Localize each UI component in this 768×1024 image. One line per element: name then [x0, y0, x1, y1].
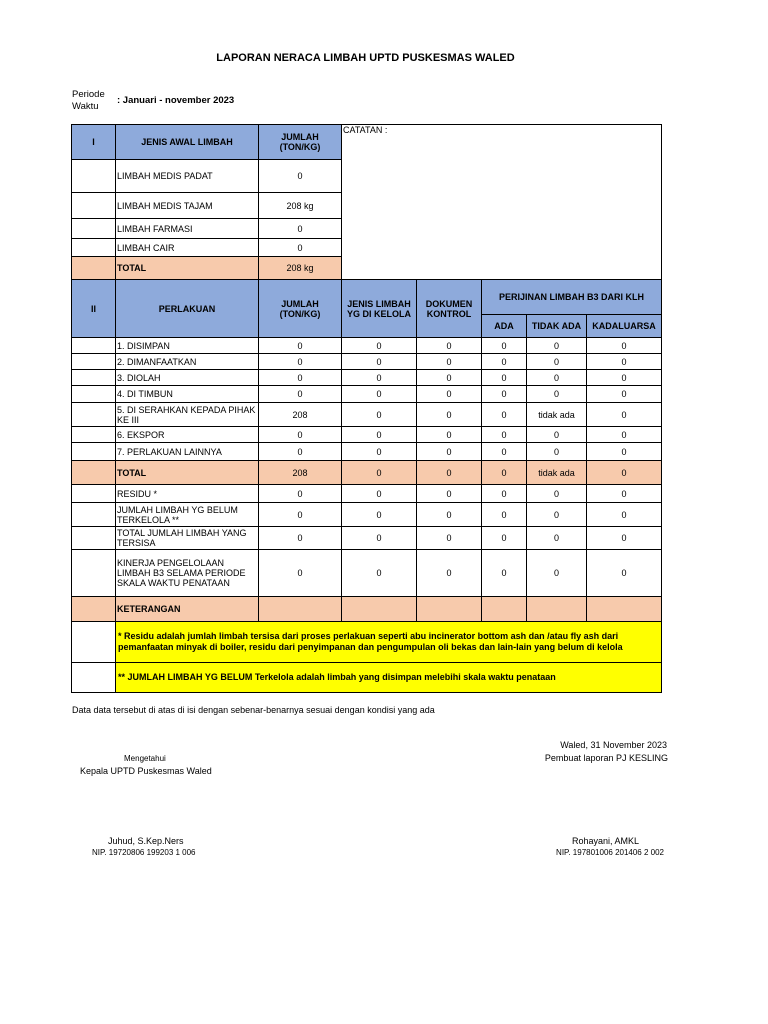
table-row [72, 338, 662, 354]
total-tidak-ada: tidak ada [527, 461, 587, 485]
section1-row-value: 208 kg [259, 193, 342, 219]
cell-kadaluarsa: 0 [587, 386, 662, 403]
table-row [72, 370, 662, 386]
total-ada: 0 [482, 461, 527, 485]
row-label: TOTAL JUMLAH LIMBAH YANG TERSISA [116, 527, 259, 550]
cell-jenis: 0 [342, 354, 417, 370]
cell-ada: 0 [482, 527, 527, 550]
cell-jumlah: 0 [259, 443, 342, 461]
cell-jenis: 0 [342, 503, 417, 527]
row-label: 3. DIOLAH [116, 370, 259, 386]
section2-col-tidak-ada: TIDAK ADA [527, 315, 587, 338]
row-label: RESIDU * [116, 485, 259, 503]
periode-label: Periode Waktu [72, 89, 105, 112]
cell-jenis: 0 [342, 550, 417, 597]
periode-value: : Januari - november 2023 [117, 95, 235, 106]
section1-row-label: LIMBAH MEDIS PADAT [116, 160, 259, 193]
row-label: 5. DI SERAHKAN KEPADA PIHAK KE III [116, 403, 259, 427]
table-row [72, 403, 662, 427]
cell-tidak-ada: 0 [527, 443, 587, 461]
cell-kadaluarsa: 0 [587, 427, 662, 443]
section1-row-value: 0 [259, 160, 342, 193]
section1-row-value: 0 [259, 239, 342, 257]
cell-jumlah: 0 [259, 427, 342, 443]
neraca-table [71, 124, 662, 693]
cell-tidak-ada: 0 [527, 354, 587, 370]
left-signatory-name: Juhud, S.Kep.Ners [108, 836, 184, 846]
place-date: Waled, 31 November 2023 [560, 740, 667, 750]
cell-dokumen: 0 [417, 527, 482, 550]
cell-tidak-ada: 0 [527, 386, 587, 403]
cell-dokumen: 0 [417, 443, 482, 461]
cell-tidak-ada: 0 [527, 338, 587, 354]
cell-tidak-ada: 0 [527, 503, 587, 527]
right-signatory-name: Rohayani, AMKL [571, 836, 639, 846]
keterangan-label: KETERANGAN [116, 597, 259, 622]
cell-ada: 0 [482, 370, 527, 386]
cell-kadaluarsa: 0 [587, 338, 662, 354]
cell-jenis: 0 [342, 427, 417, 443]
cell-kadaluarsa: 0 [587, 354, 662, 370]
cell-kadaluarsa: 0 [587, 485, 662, 503]
cell-ada: 0 [482, 386, 527, 403]
row-label: 1. DISIMPAN [116, 338, 259, 354]
section1-total-label: TOTAL [116, 257, 259, 280]
cell-tidak-ada: 0 [527, 527, 587, 550]
section2-col-perlakuan: PERLAKUAN [116, 280, 259, 338]
row-label: JUMLAH LIMBAH YG BELUM TERKELOLA ** [116, 503, 259, 527]
row-label: 7. PERLAKUAN LAINNYA [116, 443, 259, 461]
cell-jenis: 0 [342, 370, 417, 386]
cell-kadaluarsa: 0 [587, 503, 662, 527]
cell-jumlah: 0 [259, 370, 342, 386]
page-title: LAPORAN NERACA LIMBAH UPTD PUSKESMAS WALED [216, 52, 515, 64]
pembuat-label: Pembuat laporan PJ KESLING [544, 753, 668, 763]
cell-ada: 0 [482, 403, 527, 427]
table-row [72, 527, 662, 550]
catatan-label: CATATAN : [343, 125, 388, 135]
cell-jumlah: 0 [259, 527, 342, 550]
total-jenis: 0 [342, 461, 417, 485]
kepala-label: Kepala UPTD Puskesmas Waled [80, 766, 212, 776]
row-label: 2. DIMANFAATKAN [116, 354, 259, 370]
section2-col-jumlah: JUMLAH (TON/KG) [259, 280, 342, 338]
cell-jenis: 0 [342, 485, 417, 503]
note-row [72, 622, 662, 663]
section2-col-jenis: JENIS LIMBAH YG DI KELOLA [342, 280, 417, 338]
cell-jumlah: 0 [259, 338, 342, 354]
table-row [72, 354, 662, 370]
cell-dokumen: 0 [417, 503, 482, 527]
cell-jenis: 0 [342, 403, 417, 427]
cell-jumlah: 0 [259, 386, 342, 403]
statement-text: Data data tersebut di atas di isi dengan sebenar-benarnya sesuai dengan kondisi yang ada [72, 705, 435, 715]
note-row [72, 663, 662, 693]
catatan-box [342, 125, 662, 280]
cell-kadaluarsa: 0 [587, 550, 662, 597]
cell-jumlah: 208 [259, 403, 342, 427]
cell-dokumen: 0 [417, 550, 482, 597]
table-row [72, 427, 662, 443]
note-residu: * Residu adalah jumlah limbah tersisa dari proses perlakuan seperti abu incinerator bottom ash dan /atau fly ash dari pemanfaatan minyak di boiler, residu dari penyimpanan dan pengumpulan oli bekas dan lain-lain yang belum di kelola [116, 622, 662, 663]
cell-dokumen: 0 [417, 427, 482, 443]
section1-number: I [72, 125, 116, 160]
section1-row-value: 0 [259, 219, 342, 239]
cell-jumlah: 0 [259, 503, 342, 527]
row-label: KINERJA PENGELOLAAN LIMBAH B3 SELAMA PERIODE SKALA WAKTU PENATAAN [116, 550, 259, 597]
cell-jenis: 0 [342, 338, 417, 354]
left-signatory-nip: NIP. 19720806 199203 1 006 [92, 848, 196, 857]
cell-ada: 0 [482, 443, 527, 461]
total-dokumen: 0 [417, 461, 482, 485]
section1-col-jumlah: JUMLAH (TON/KG) [259, 125, 342, 160]
row-label: 4. DI TIMBUN [116, 386, 259, 403]
cell-dokumen: 0 [417, 370, 482, 386]
section2-col-perijinan: PERIJINAN LIMBAH B3 DARI KLH [482, 280, 662, 315]
mengetahui-label: Mengetahui [124, 754, 166, 763]
cell-kadaluarsa: 0 [587, 370, 662, 386]
cell-dokumen: 0 [417, 338, 482, 354]
table-row [72, 503, 662, 527]
total-row [72, 461, 662, 485]
cell-kadaluarsa: 0 [587, 403, 662, 427]
table-row [72, 443, 662, 461]
cell-tidak-ada: 0 [527, 370, 587, 386]
cell-ada: 0 [482, 485, 527, 503]
cell-ada: 0 [482, 550, 527, 597]
cell-tidak-ada: tidak ada [527, 403, 587, 427]
section1-row-label: LIMBAH MEDIS TAJAM [116, 193, 259, 219]
section2-col-kadaluarsa: KADALUARSA [587, 315, 662, 338]
cell-ada: 0 [482, 338, 527, 354]
note-belum-terkelola: ** JUMLAH LIMBAH YG BELUM Terkelola adalah limbah yang disimpan melebihi skala waktu penataan [116, 663, 662, 693]
total-kadaluarsa: 0 [587, 461, 662, 485]
cell-ada: 0 [482, 427, 527, 443]
cell-kadaluarsa: 0 [587, 527, 662, 550]
section1-row-label: LIMBAH CAIR [116, 239, 259, 257]
cell-jenis: 0 [342, 443, 417, 461]
cell-tidak-ada: 0 [527, 485, 587, 503]
table-row [72, 386, 662, 403]
right-signatory-nip: NIP. 197801006 201406 2 002 [556, 848, 664, 857]
total-label: TOTAL [116, 461, 259, 485]
table-row [72, 485, 662, 503]
cell-dokumen: 0 [417, 403, 482, 427]
row-label: 6. EKSPOR [116, 427, 259, 443]
section2-col-ada: ADA [482, 315, 527, 338]
total-jumlah: 208 [259, 461, 342, 485]
section2-number: II [72, 280, 116, 338]
cell-ada: 0 [482, 503, 527, 527]
cell-jenis: 0 [342, 386, 417, 403]
cell-dokumen: 0 [417, 386, 482, 403]
cell-ada: 0 [482, 354, 527, 370]
section1-row-label: LIMBAH FARMASI [116, 219, 259, 239]
section2-col-dokumen: DOKUMEN KONTROL [417, 280, 482, 338]
cell-jumlah: 0 [259, 550, 342, 597]
cell-dokumen: 0 [417, 485, 482, 503]
cell-tidak-ada: 0 [527, 427, 587, 443]
cell-kadaluarsa: 0 [587, 443, 662, 461]
cell-jumlah: 0 [259, 354, 342, 370]
cell-dokumen: 0 [417, 354, 482, 370]
cell-jenis: 0 [342, 527, 417, 550]
keterangan-row [72, 597, 662, 622]
table-row [72, 550, 662, 597]
section1-col-jenis: JENIS AWAL LIMBAH [116, 125, 259, 160]
section1-total-value: 208 kg [259, 257, 342, 280]
cell-jumlah: 0 [259, 485, 342, 503]
cell-tidak-ada: 0 [527, 550, 587, 597]
